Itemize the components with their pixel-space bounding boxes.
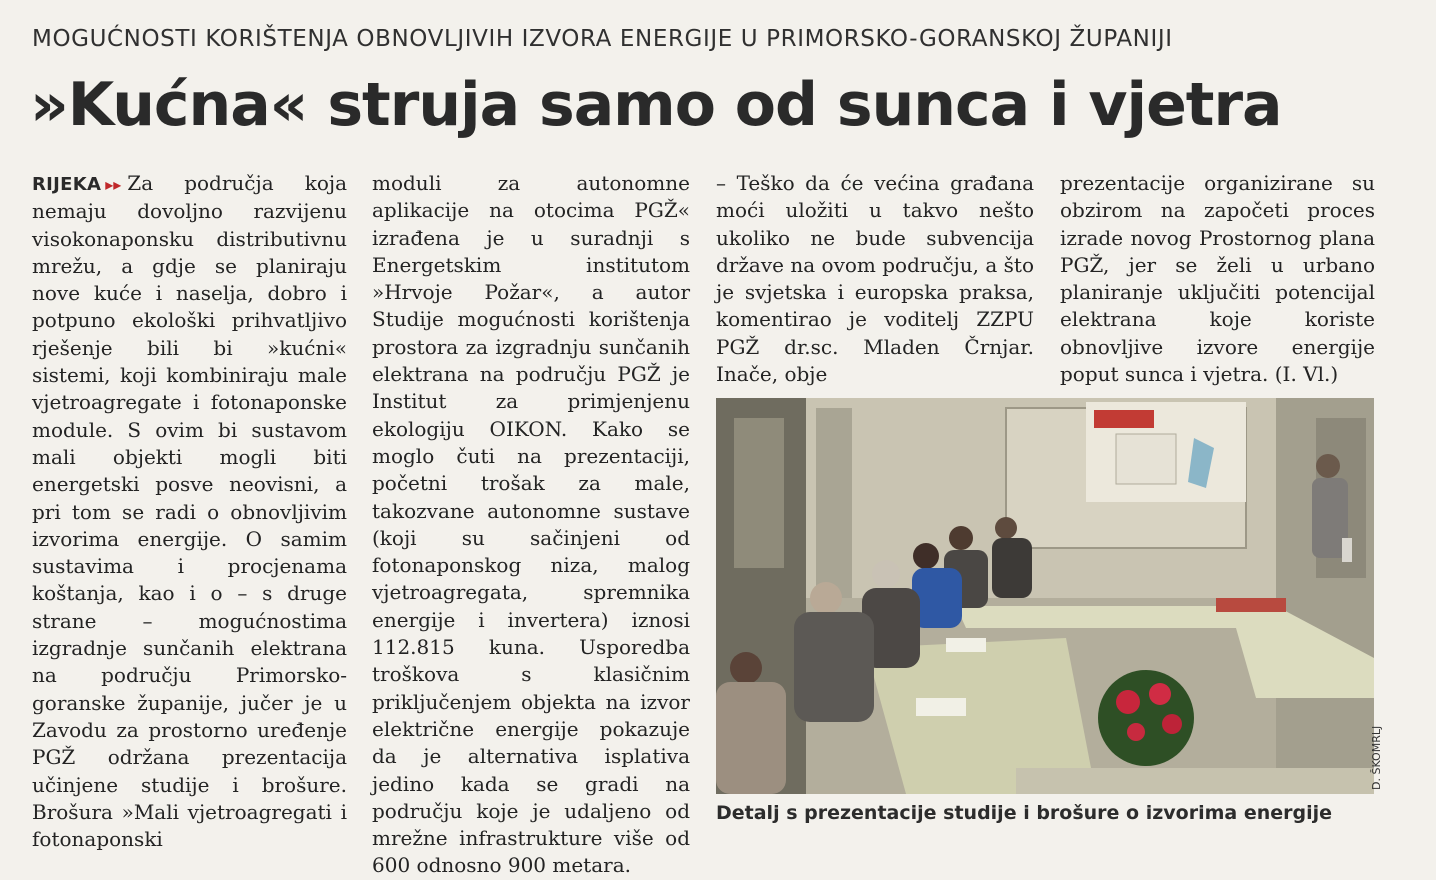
photo-credit: D. ŠKOMRLJ bbox=[1370, 725, 1383, 790]
article-column-3-text: – Teško da će većina građana moći uložiti u takvo nešto ukoliko ne bude subvencija države na ovom području, a što je svjetska i europska praksa, komentirao je voditelj ZZPU PGŽ dr.sc. Mladen Črnjar. Inače, obje bbox=[716, 171, 1034, 387]
article-column-1 bbox=[32, 170, 347, 853]
article-column-4-text: prezentacije organizirane su obzirom na započeti proces izrade novog Prostornog plana PGŽ, jer se želi u urbano planiranje uključiti potencijal elektrana koje koriste obnovljive izvore energije poput sunca i vjetra. (I. Vl.) bbox=[1060, 171, 1375, 387]
article-column-4 bbox=[1060, 170, 1375, 388]
double-arrow-right-icon: ▸▸ bbox=[105, 175, 122, 194]
article-headline: »Kućna« struja samo od sunca i vjetra bbox=[30, 70, 1282, 140]
article-column-2 bbox=[372, 170, 690, 880]
photo-caption: Detalj s prezentacije studije i brošure o izvorima energije bbox=[716, 802, 1333, 824]
article-photo bbox=[716, 398, 1374, 794]
article-column-2-text: moduli za autonomne aplikacije na otocima PGŽ« izrađena je u suradnji s Energetskim institutom »Hrvoje Požar«, a autor Studije mogućnosti korištenja prostora za izgradnju sunčanih elektrana na području PGŽ je Institut za primjenjenu ekologiju OIKON. Kako se moglo čuti na prezentaciji, početni trošak za male, takozvane autonomne sustave (koji su sačinjeni od fotonaponskog niza, malog vjetroagregata, spremnika energije i invertera) iznosi 112.815 kuna. Usporedba troškova s klasičnim priključenjem objekta na izvor električne energije pokazuje da je alternativa isplativa jedino kada se gradi na području koje je udaljeno od mrežne infrastrukture više od 600 odnosno 900 metara. bbox=[372, 171, 690, 878]
article-kicker: MOGUĆNOSTI KORIŠTENJA OBNOVLJIVIH IZVORA ENERGIJE U PRIMORSKO-GORANSKOJ ŽUPANIJI bbox=[32, 26, 1173, 52]
article-column-1-text: Za područja koja nemaju dovoljno razvijenu visokonaponsku distributivnu mrežu, a gdje se planiraju nove kuće i naselja, dobro i potpuno ekološki prihvatljivo rješenje bili bi »kućni« sistemi, koji kombiniraju male vjetroagregate i fotonaponske module. S ovim bi sustavom mali objekti mogli biti energetski posve neovisni, a pri tom se radi o obnovljivim izvorima energije. O samim sustavima i procjenama koštanja, kao i o – s druge strane – mogućnostima izgradnje sunčanih elektrana na području Primorsko-goranske županije, jučer je u Zavodu za prostorno uređenje PGŽ održana prezentacija učinjene studije i brošure. Brošura »Mali vjetroagregati i fotonaponski bbox=[32, 171, 347, 852]
article-dateline: RIJEKA bbox=[32, 174, 102, 195]
article-column-3 bbox=[716, 170, 1034, 388]
